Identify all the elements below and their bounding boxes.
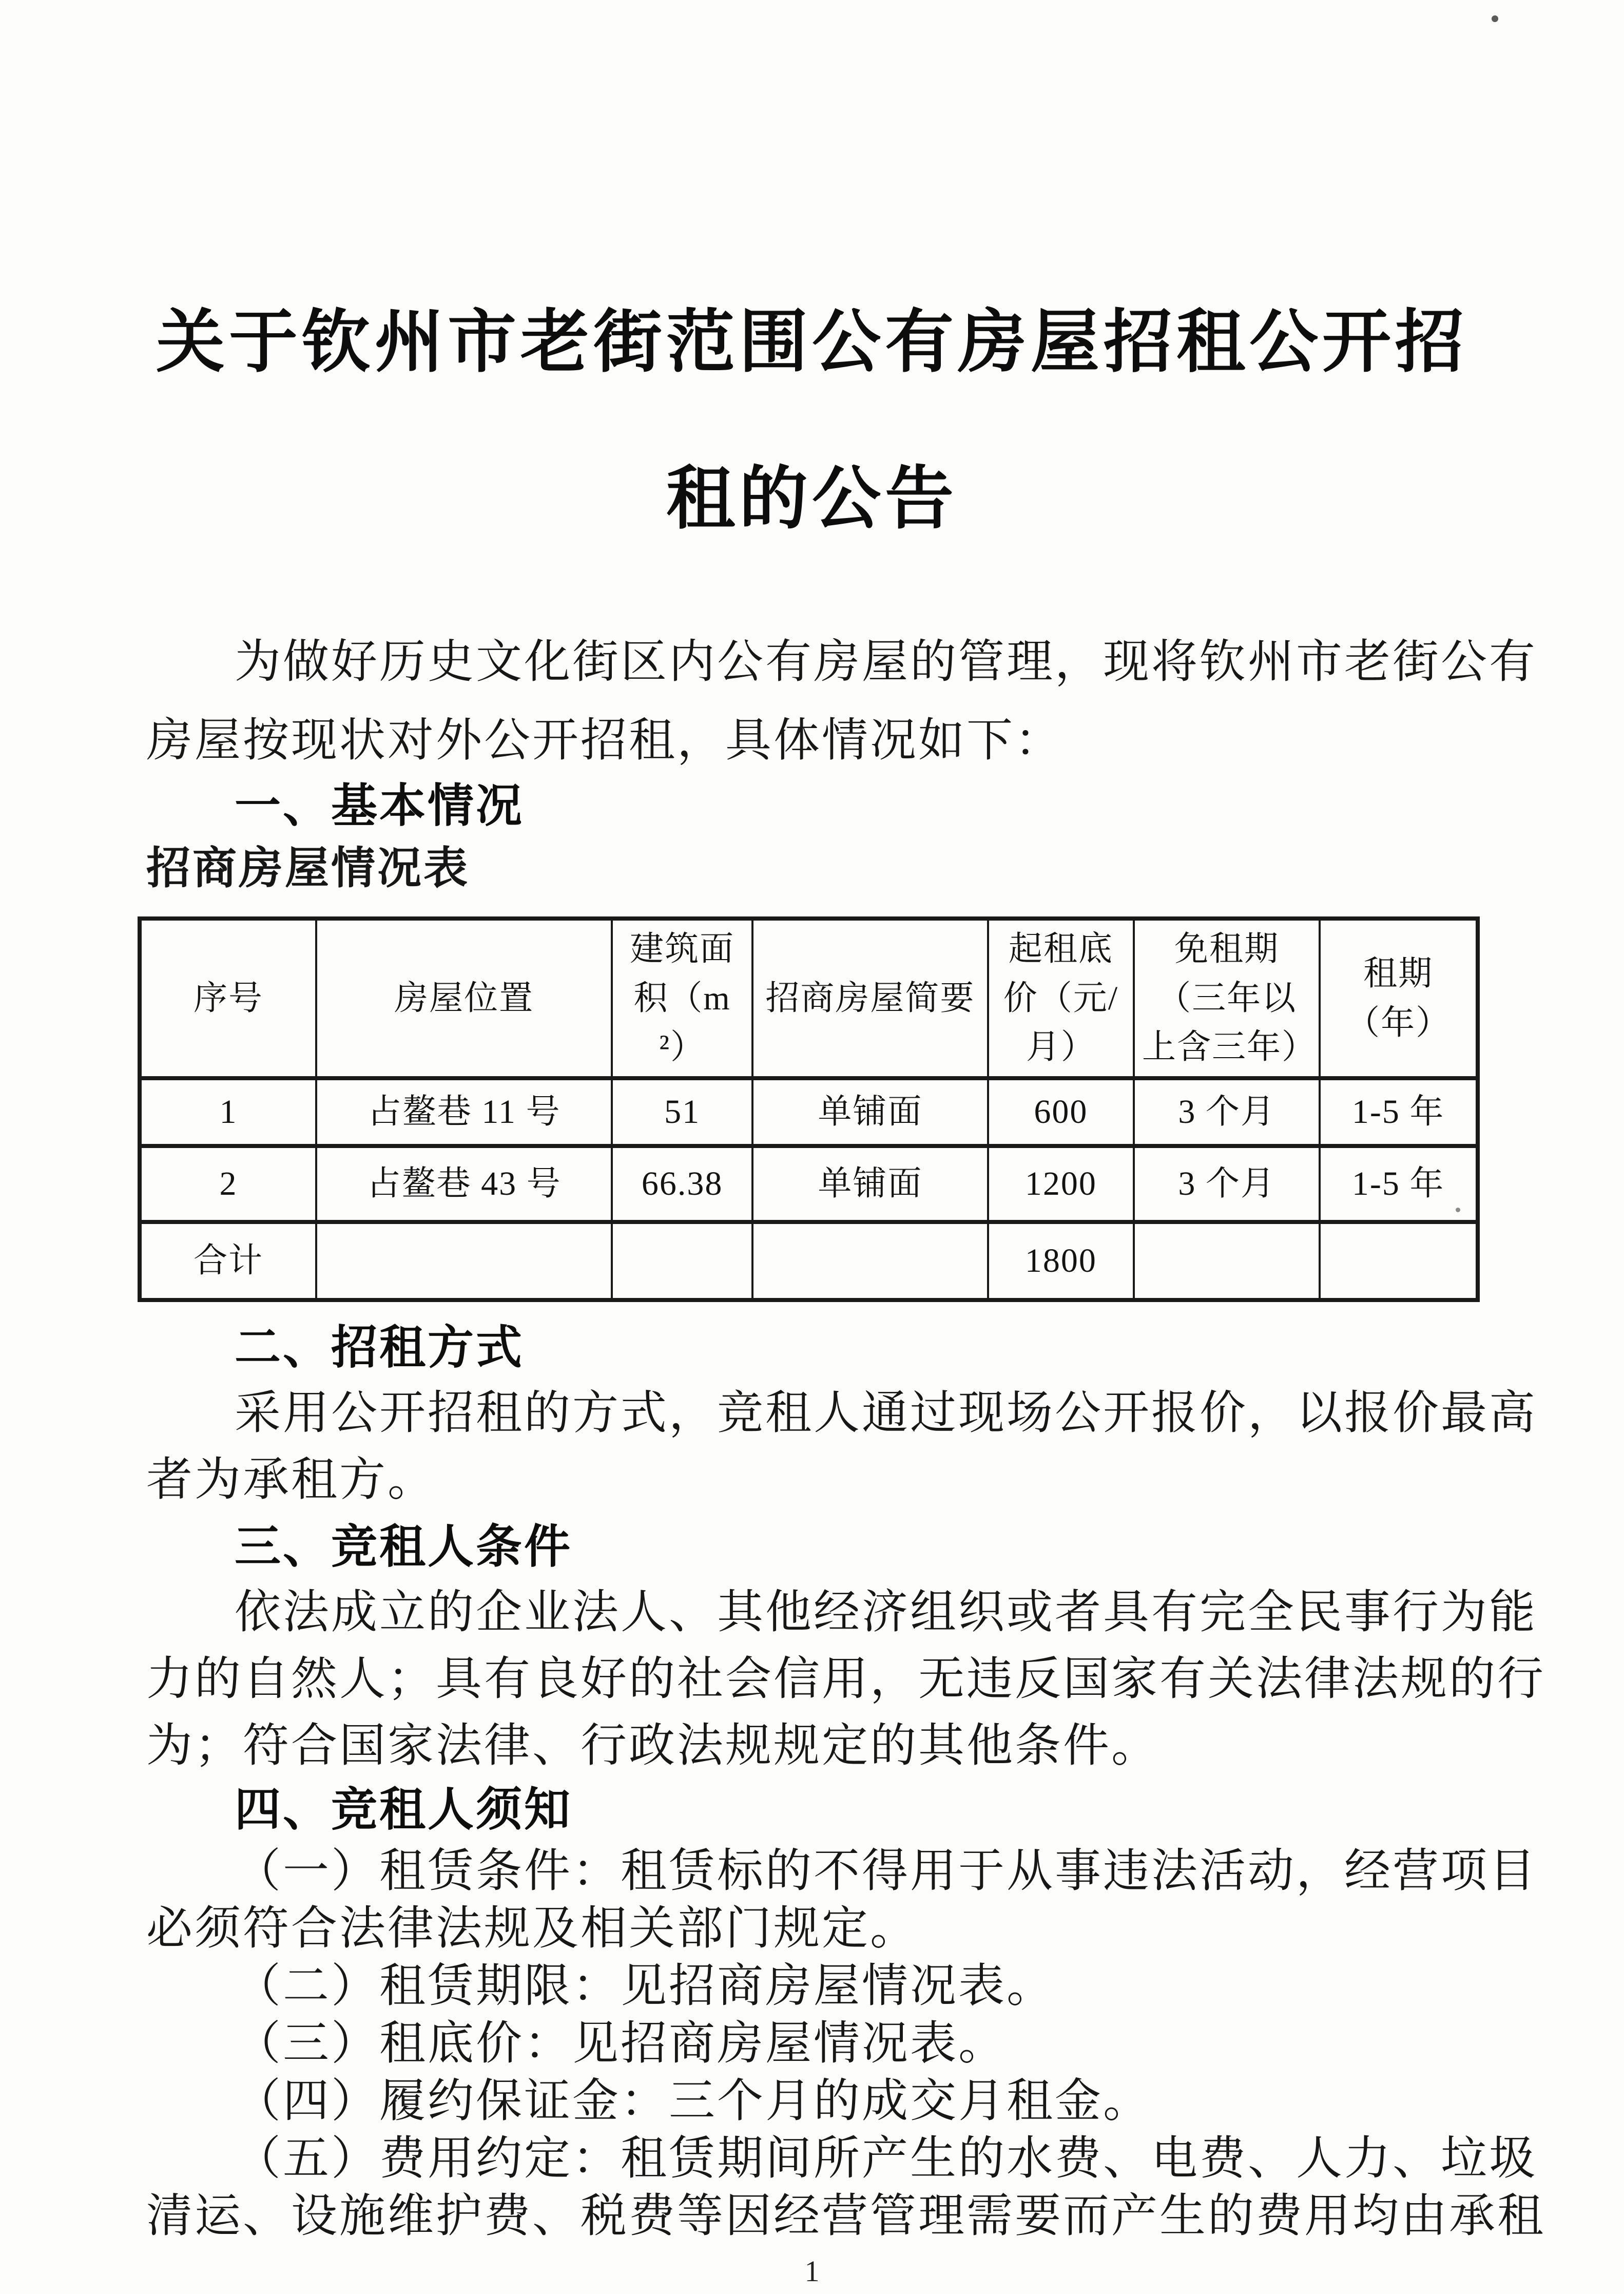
cell-area: 51: [612, 1078, 752, 1146]
cell-summary: [752, 1222, 988, 1300]
cell-rent-free: 3 个月: [1134, 1146, 1320, 1222]
section-4-line-6: （五）费用约定：租赁期间所产生的水费、电费、人力、垃圾: [235, 2133, 1537, 2184]
intro-paragraph-line-1: 为做好历史文化街区内公有房屋的管理，现将钦州市老街公有: [235, 637, 1537, 687]
cell-location: 占鳌巷 11 号: [316, 1078, 612, 1146]
cell-seq: 2: [140, 1146, 316, 1222]
document-title-line-2: 租的公告: [666, 461, 958, 537]
cell-area: 66.38: [612, 1146, 752, 1222]
section-4-line-1: （一）租赁条件：租赁标的不得用于从事违法活动，经营项目: [235, 1846, 1537, 1897]
cell-base-price-total: 1800: [988, 1222, 1134, 1300]
section-4-line-2: 必须符合法律法规及相关部门规定。: [146, 1903, 918, 1954]
cell-rent-free: 3 个月: [1134, 1078, 1320, 1146]
scan-artifact-dot: [1492, 15, 1498, 22]
section-4-line-3: （二）租赁期限：见招商房屋情况表。: [235, 1961, 1055, 2012]
header-cell-area: 建筑面积（m²）: [612, 919, 752, 1078]
header-cell-location: 房屋位置: [316, 919, 612, 1078]
section-2-line-1: 采用公开招租的方式，竞租人通过现场公开报价，以报价最高: [235, 1388, 1537, 1439]
header-cell-seq: 序号: [140, 919, 316, 1078]
cell-area: [612, 1222, 752, 1300]
section-1-heading: 一、基本情况: [235, 780, 524, 832]
cell-summary: 单铺面: [752, 1078, 988, 1146]
cell-location: [316, 1222, 612, 1300]
cell-rent-free: [1134, 1222, 1320, 1300]
cell-base-price: 600: [988, 1078, 1134, 1146]
section-3-heading: 三、竞租人条件: [235, 1521, 572, 1573]
table-total-row: [140, 1222, 1478, 1300]
document-title-line-1: 关于钦州市老街范围公有房屋招租公开招: [156, 304, 1468, 380]
table-caption: 招商房屋情况表: [146, 844, 470, 893]
intro-paragraph-line-2: 房屋按现状对外公开招租，具体情况如下：: [146, 715, 1063, 766]
cell-location: 占鳌巷 43 号: [316, 1146, 612, 1222]
cell-term: [1320, 1222, 1478, 1300]
table-header-row: [140, 919, 1478, 1078]
table-row: [140, 1146, 1478, 1222]
section-3-line-1: 依法成立的企业法人、其他经济组织或者具有完全民事行为能: [235, 1587, 1537, 1638]
section-4-line-5: （四）履约保证金：三个月的成交月租金。: [235, 2076, 1151, 2127]
section-4-heading: 四、竞租人须知: [235, 1784, 572, 1836]
section-4-line-7: 清运、设施维护费、税费等因经营管理需要而产生的费用均由承租: [146, 2191, 1545, 2242]
header-cell-summary: 招商房屋简要: [752, 919, 988, 1078]
header-cell-base-price: 起租底价（元/月）: [988, 919, 1134, 1078]
cell-seq: 1: [140, 1078, 316, 1146]
section-2-line-2: 者为承租方。: [146, 1455, 436, 1505]
header-cell-rent-free: 免租期（三年以上含三年）: [1134, 919, 1320, 1078]
cell-base-price: 1200: [988, 1146, 1134, 1222]
section-3-line-3: 为；符合国家法律、行政法规规定的其他条件。: [146, 1720, 1159, 1771]
cell-term: 1-5 年: [1320, 1146, 1478, 1222]
page-number: 1: [804, 2254, 820, 2288]
header-cell-term: 租期（年）: [1320, 919, 1478, 1078]
cell-summary: 单铺面: [752, 1146, 988, 1222]
housing-info-table: [138, 916, 1480, 1302]
section-3-line-2: 力的自然人；具有良好的社会信用，无违反国家有关法律法规的行: [146, 1654, 1545, 1705]
cell-total-label: 合计: [140, 1222, 316, 1300]
cell-term: 1-5 年: [1320, 1078, 1478, 1146]
section-4-line-4: （三）租底价：见招商房屋情况表。: [235, 2018, 1007, 2069]
section-2-heading: 二、招租方式: [235, 1322, 524, 1373]
table-row: [140, 1078, 1478, 1146]
